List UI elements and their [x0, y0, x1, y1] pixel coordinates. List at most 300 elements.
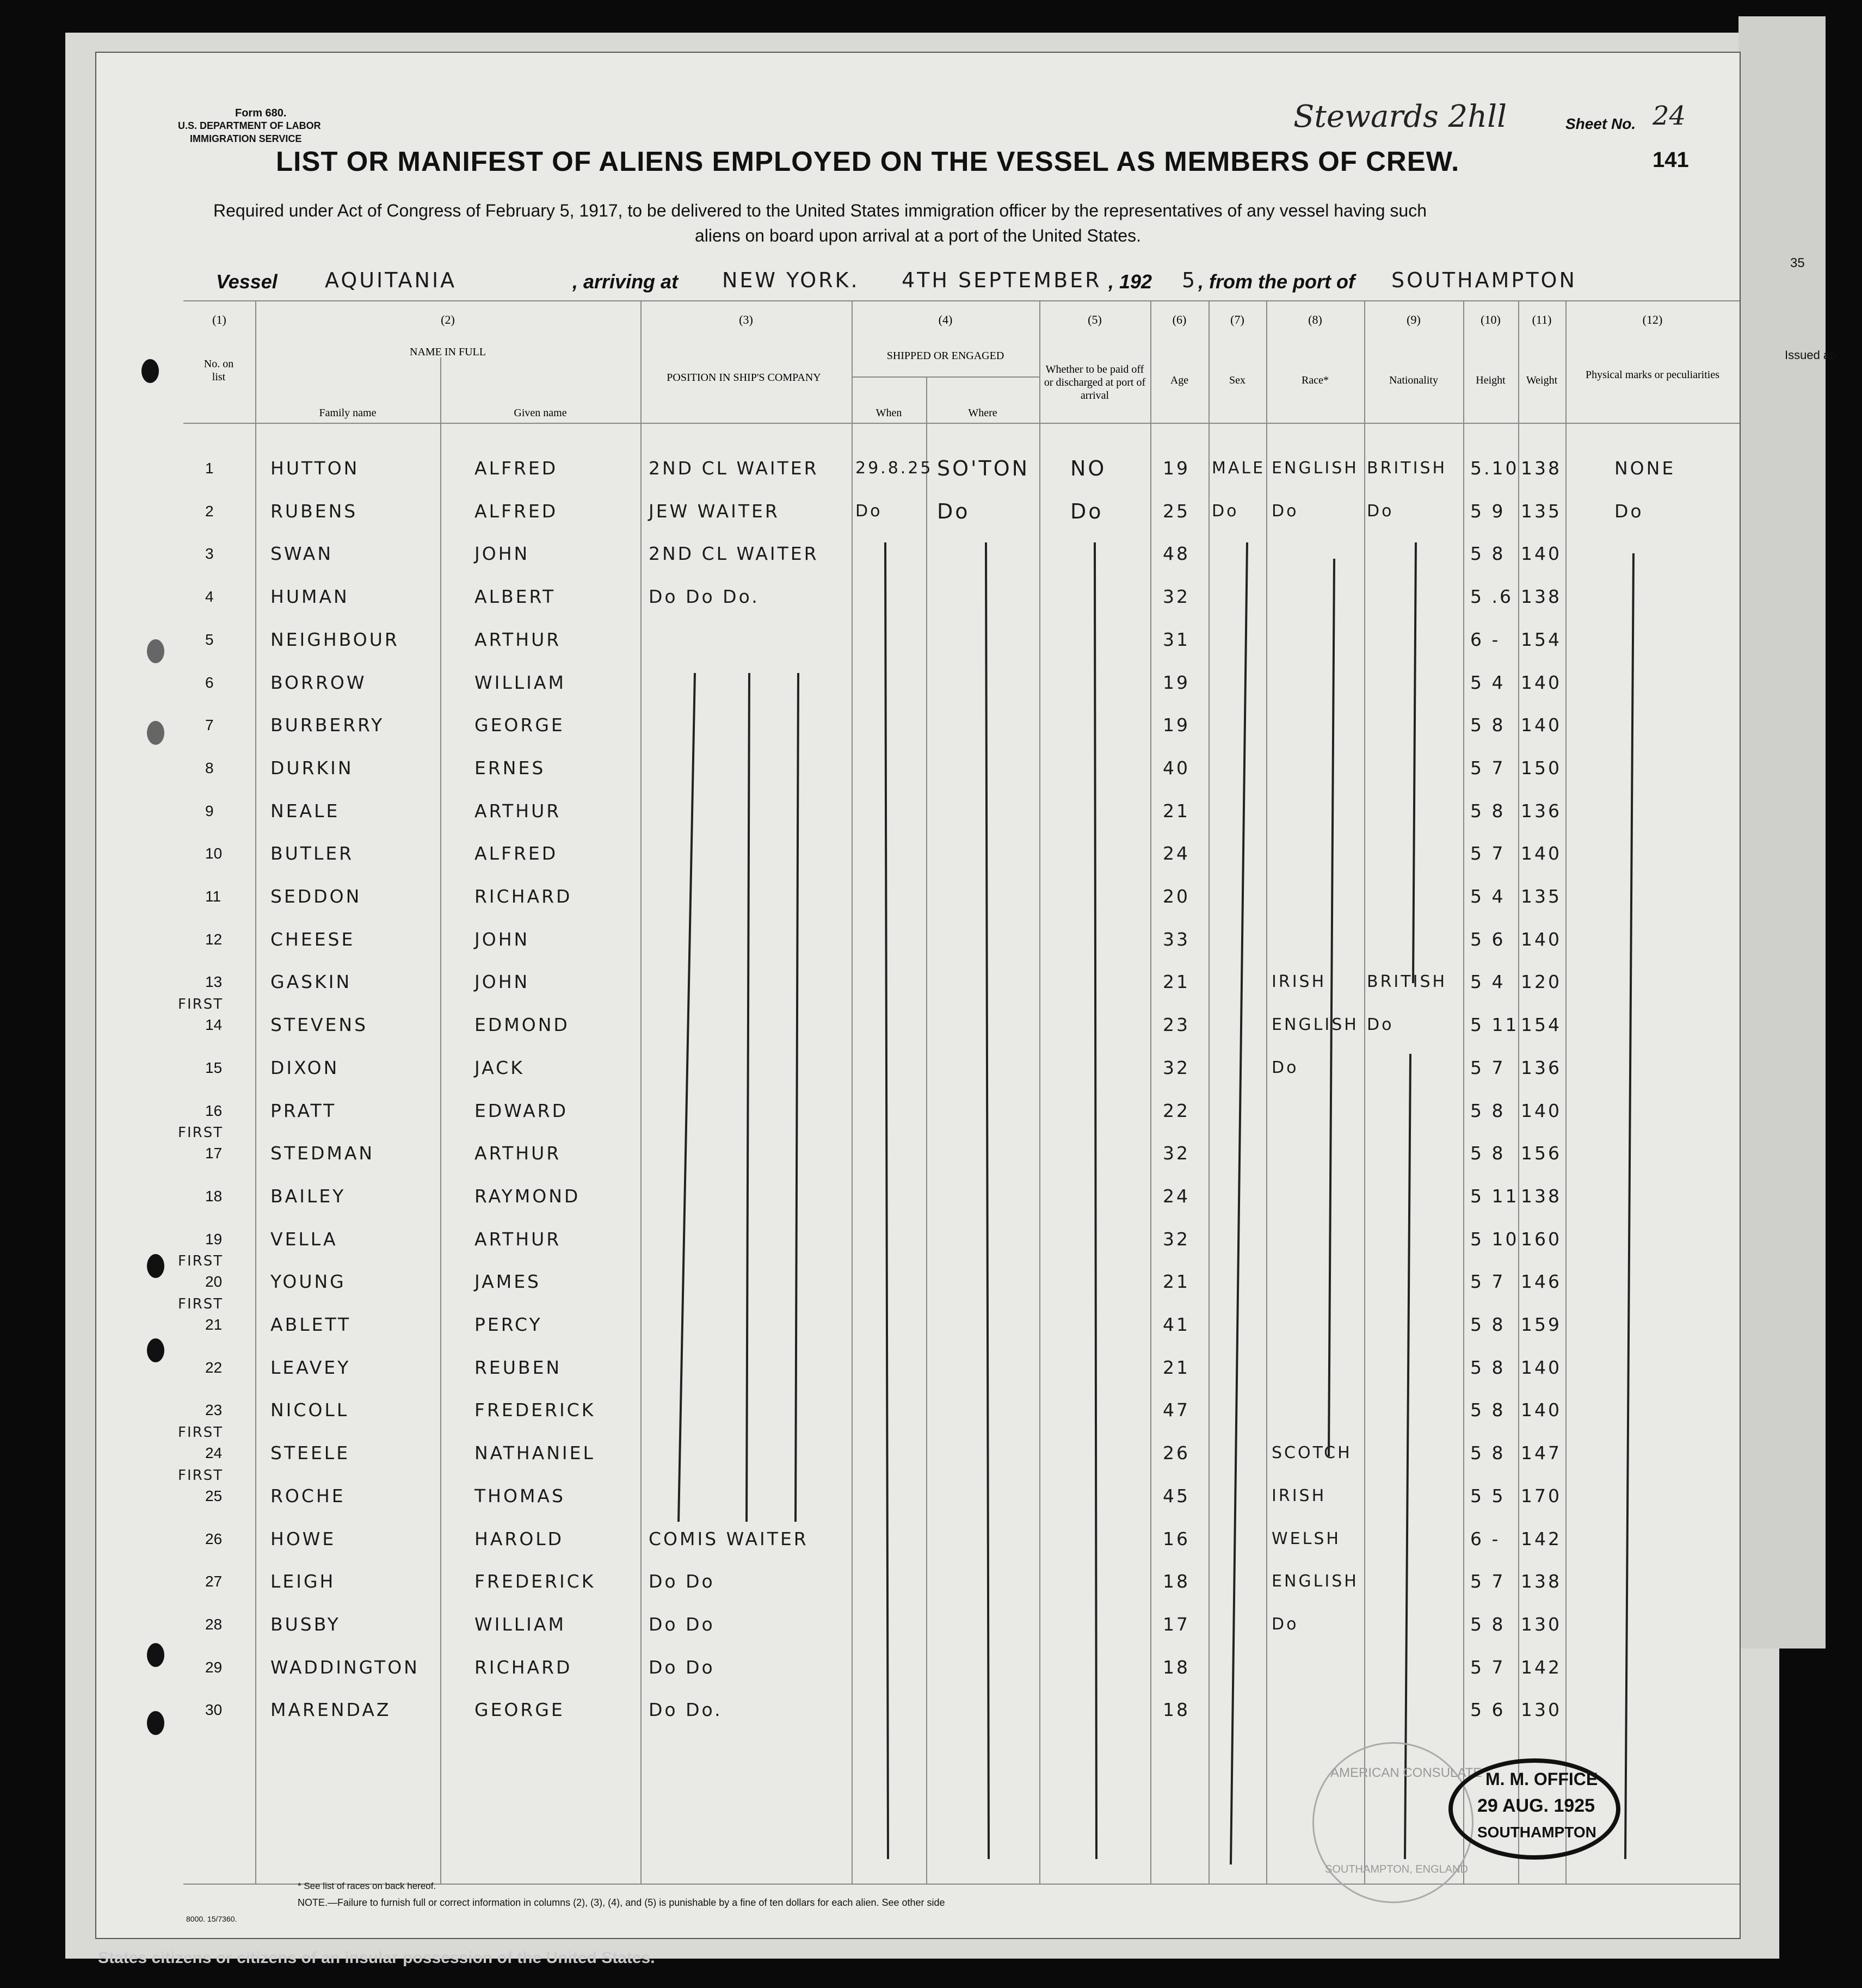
ditto-strokes — [679, 542, 1633, 1864]
cell-row-number: 30 — [205, 1701, 223, 1718]
cell-row-number: 13 — [205, 973, 223, 990]
cell-family-name: NEALE — [270, 800, 340, 822]
cell-family-name: STEDMAN — [270, 1143, 375, 1164]
col-header-family: Family name — [319, 407, 377, 419]
cell-height: 5 .6 — [1470, 586, 1513, 607]
cell-age: 24 — [1163, 843, 1190, 864]
cell-height: 5 8 — [1470, 714, 1506, 736]
cell-given-name: EDMOND — [474, 1014, 570, 1035]
cell-row-number: 1 — [205, 460, 214, 477]
cell-weight: 170 — [1521, 1485, 1562, 1507]
mm-office-place: SOUTHAMPTON — [1477, 1824, 1596, 1841]
cell-age: 22 — [1163, 1100, 1190, 1121]
cell-side-note: FIRST — [178, 996, 224, 1012]
year-suffix: 5 — [1182, 268, 1198, 292]
cell-row-number: 7 — [205, 717, 214, 733]
cell-row-number: 3 — [205, 545, 214, 562]
cell-position: 2ND CL WAITER — [649, 543, 819, 564]
cell-race: IRISH — [1272, 1486, 1327, 1505]
cell-row-number: 14 — [205, 1016, 223, 1033]
cell-age: 18 — [1163, 1699, 1190, 1720]
cell-given-name: ALFRED — [474, 458, 558, 479]
cell-position: COMIS WAITER — [649, 1528, 809, 1549]
cell-row-number: 29 — [205, 1659, 223, 1676]
consulate-stamp-text: AMERICAN CONSULATE — [1330, 1765, 1482, 1780]
cell-physical-marks: NONE — [1614, 458, 1676, 479]
cell-sex: MALE — [1212, 459, 1266, 478]
print-code: 8000. 15/7360. — [186, 1915, 237, 1923]
cell-given-name: GEORGE — [474, 714, 565, 736]
ditto-when — [885, 542, 888, 1859]
col-num-4: (4) — [938, 313, 953, 326]
cell-row-number: 27 — [205, 1573, 223, 1590]
cell-given-name: THOMAS — [474, 1485, 565, 1507]
cell-position: 2ND CL WAITER — [649, 458, 819, 479]
cell-nationality: Do — [1367, 1015, 1394, 1034]
cell-weight: 154 — [1521, 1014, 1562, 1035]
cell-height: 5 8 — [1470, 543, 1506, 564]
cell-family-name: BUSBY — [270, 1614, 341, 1635]
cell-race: Do — [1272, 1615, 1299, 1634]
cell-weight: 140 — [1521, 843, 1562, 864]
cell-row-number: 12 — [205, 931, 223, 948]
penalty-note: NOTE.—Failure to furnish full or correct information in columns (2), (3), (4), and (5) is punishable by a fine of ten dollars for each alien. See other side — [298, 1897, 945, 1908]
cell-weight: 120 — [1521, 971, 1562, 992]
cell-height: 5 7 — [1470, 1571, 1506, 1592]
cell-row-number: 24 — [205, 1444, 223, 1461]
cell-position: Do Do — [649, 1657, 715, 1678]
cell-age: 21 — [1163, 1357, 1190, 1378]
from-port: SOUTHAMPTON — [1391, 268, 1577, 292]
ditto-sex — [1231, 542, 1247, 1864]
cell-shipped-when: Do — [855, 502, 883, 521]
cell-age: 32 — [1163, 1143, 1190, 1164]
ditto-nat-2 — [1405, 1054, 1410, 1859]
ditto-marks — [1625, 553, 1633, 1859]
cell-race: ENGLISH — [1272, 1572, 1359, 1591]
cell-side-note: FIRST — [178, 1296, 224, 1312]
consulate-stamp-place: SOUTHAMPTON, ENGLAND — [1325, 1863, 1468, 1875]
vessel-label: Vessel — [216, 270, 278, 293]
cell-age: 20 — [1163, 886, 1190, 907]
cell-age: 48 — [1163, 543, 1190, 564]
cell-given-name: ALBERT — [474, 586, 556, 607]
cell-family-name: ROCHE — [270, 1485, 346, 1507]
cell-age: 19 — [1163, 672, 1190, 693]
cell-row-number: 18 — [205, 1188, 223, 1205]
cell-given-name: JOHN — [474, 929, 530, 950]
cell-given-name: ARTHUR — [474, 629, 562, 650]
cell-shipped-where: Do — [937, 499, 970, 523]
col-num-10: (10) — [1481, 313, 1501, 326]
cell-age: 21 — [1163, 971, 1190, 992]
cell-height: 5 7 — [1470, 1657, 1506, 1678]
cell-race: ENGLISH — [1272, 459, 1359, 478]
margin-issued-text: Issued at- — [1785, 348, 1838, 362]
cell-family-name: STEELE — [270, 1442, 350, 1464]
subtitle-line-1: Required under Act of Congress of February 5, 1917, to be delivered to the United States immigration officer by the representatives of any vessel having such — [213, 201, 1427, 220]
cell-given-name: NATHANIEL — [474, 1442, 595, 1464]
ditto-paid — [1095, 542, 1096, 1859]
cell-given-name: WILLIAM — [474, 672, 566, 693]
cell-row-number: 23 — [205, 1402, 223, 1418]
col-header-position: POSITION IN SHIP'S COMPANY — [667, 372, 821, 384]
col-header-sex: Sex — [1229, 374, 1246, 386]
cell-family-name: HUTTON — [270, 458, 360, 479]
cell-weight: 142 — [1521, 1528, 1562, 1549]
cell-age: 18 — [1163, 1571, 1190, 1592]
cell-row-number: 20 — [205, 1273, 223, 1290]
stewards-handwriting: Stewards 2hll — [1293, 99, 1507, 134]
cell-family-name: SEDDON — [270, 886, 362, 907]
from-label: , from the port of — [1198, 270, 1355, 293]
cell-height: 5 8 — [1470, 1614, 1506, 1635]
cell-weight: 140 — [1521, 714, 1562, 736]
cell-weight: 135 — [1521, 501, 1562, 522]
cell-row-number: 11 — [205, 888, 221, 905]
col-header-race: Race* — [1302, 374, 1329, 386]
mm-office-date: 29 AUG. 1925 — [1477, 1795, 1595, 1816]
cell-given-name: ALFRED — [474, 843, 558, 864]
cell-weight: 140 — [1521, 1357, 1562, 1378]
cell-family-name: STEVENS — [270, 1014, 368, 1035]
cell-given-name: EDWARD — [474, 1100, 569, 1121]
col-num-5: (5) — [1088, 313, 1102, 326]
cell-height: 5 8 — [1470, 800, 1506, 822]
col-header-given: Given name — [514, 407, 567, 419]
cell-family-name: BAILEY — [270, 1186, 346, 1207]
col-num-9: (9) — [1407, 313, 1421, 326]
cell-family-name: BUTLER — [270, 843, 354, 864]
cell-race: Do — [1272, 1058, 1299, 1077]
cell-position: JEW WAITER — [649, 501, 780, 522]
cell-position: Do Do — [649, 1571, 715, 1592]
cell-weight: 135 — [1521, 886, 1562, 907]
cell-weight: 159 — [1521, 1314, 1562, 1335]
col-header-paid-off: Whether to be paid off or discharged at port of arrival — [1044, 363, 1146, 402]
cell-height: 5 11 — [1470, 1014, 1519, 1035]
cell-weight: 140 — [1521, 543, 1562, 564]
races-footnote: * See list of races on back hereof. — [298, 1881, 436, 1891]
cell-row-number: 10 — [205, 845, 223, 862]
cell-weight: 130 — [1521, 1699, 1562, 1720]
cell-height: 5 8 — [1470, 1357, 1506, 1378]
cell-row-number: 25 — [205, 1487, 223, 1504]
cell-weight: 142 — [1521, 1657, 1562, 1678]
cell-family-name: RUBENS — [270, 501, 358, 522]
binder-hole — [147, 1643, 164, 1667]
cell-row-number: 26 — [205, 1530, 223, 1547]
cell-height: 5 7 — [1470, 1057, 1506, 1078]
cell-weight: 136 — [1521, 1057, 1562, 1078]
col-header-where: Where — [968, 407, 997, 419]
cell-weight: 138 — [1521, 1571, 1562, 1592]
cell-weight: 140 — [1521, 929, 1562, 950]
arrival-date: 4TH SEPTEMBER — [902, 268, 1102, 292]
cell-age: 47 — [1163, 1399, 1190, 1421]
cell-height: 5 4 — [1470, 886, 1506, 907]
cell-family-name: MARENDAZ — [270, 1699, 391, 1720]
cell-given-name: JAMES — [474, 1271, 541, 1292]
cell-family-name: HUMAN — [270, 586, 349, 607]
cell-age: 45 — [1163, 1485, 1190, 1507]
binder-hole — [147, 721, 164, 745]
ditto-pos-2 — [747, 673, 749, 1522]
page-number: 141 — [1653, 148, 1689, 172]
form-number: Form 680. — [235, 107, 287, 119]
cell-family-name: DURKIN — [270, 757, 354, 779]
cell-age: 40 — [1163, 757, 1190, 779]
cell-age: 19 — [1163, 714, 1190, 736]
cell-family-name: HOWE — [270, 1528, 336, 1549]
cell-weight: 138 — [1521, 586, 1562, 607]
cell-family-name: ABLETT — [270, 1314, 352, 1335]
cell-weight: 138 — [1521, 458, 1562, 479]
form-service: IMMIGRATION SERVICE — [190, 133, 302, 144]
cell-height: 6 - — [1470, 629, 1501, 650]
cell-given-name: ERNES — [474, 757, 546, 779]
vessel-name: AQUITANIA — [325, 268, 457, 292]
cell-family-name: BURBERRY — [270, 714, 385, 736]
cell-height: 5 4 — [1470, 672, 1506, 693]
cell-family-name: LEAVEY — [270, 1357, 351, 1378]
cell-family-name: DIXON — [270, 1057, 340, 1078]
cell-nationality: BRITISH — [1367, 972, 1447, 991]
cell-weight: 130 — [1521, 1614, 1562, 1635]
cell-sex: Do — [1212, 502, 1239, 521]
cell-nationality: BRITISH — [1367, 459, 1447, 478]
col-header-age: Age — [1170, 374, 1189, 386]
cell-side-note: FIRST — [178, 1253, 224, 1269]
cell-race: ENGLISH — [1272, 1015, 1359, 1034]
col-num-7: (7) — [1230, 313, 1244, 326]
cell-given-name: REUBEN — [474, 1357, 562, 1378]
cell-side-note: FIRST — [178, 1424, 224, 1441]
cell-height: 5.10 — [1470, 458, 1519, 479]
cell-given-name: RICHARD — [474, 886, 572, 907]
cell-weight: 136 — [1521, 800, 1562, 822]
cell-weight: 140 — [1521, 1399, 1562, 1421]
sheet-number: 24 — [1653, 101, 1686, 131]
col-header-height: Height — [1476, 374, 1506, 386]
cell-given-name: JOHN — [474, 971, 530, 992]
cell-row-number: 22 — [205, 1359, 223, 1376]
cell-family-name: BORROW — [270, 672, 367, 693]
col-header-marks: Physical marks or peculiarities — [1585, 369, 1720, 381]
cell-row-number: 15 — [205, 1059, 223, 1076]
cell-weight: 140 — [1521, 672, 1562, 693]
col-num-11: (11) — [1532, 313, 1552, 326]
cell-given-name: JOHN — [474, 543, 530, 564]
cell-age: 21 — [1163, 800, 1190, 822]
col-header-nationality: Nationality — [1389, 374, 1438, 386]
cell-row-number: 6 — [205, 674, 214, 691]
cell-weight: 138 — [1521, 1186, 1562, 1207]
mm-office-stamp — [1448, 1758, 1620, 1860]
col-num-12: (12) — [1642, 313, 1663, 326]
cell-side-note: FIRST — [178, 1125, 224, 1141]
subtitle-line-2: aliens on board upon arrival at a port of the United States. — [695, 226, 1142, 245]
cell-height: 6 - — [1470, 1528, 1501, 1549]
cell-position: Do Do. — [649, 1699, 723, 1720]
cell-age: 18 — [1163, 1657, 1190, 1678]
col-header-no: No. on list — [204, 358, 234, 383]
cell-height: 5 8 — [1470, 1143, 1506, 1164]
cell-weight: 154 — [1521, 629, 1562, 650]
cell-given-name: ALFRED — [474, 501, 558, 522]
cell-given-name: HAROLD — [474, 1528, 564, 1549]
cell-given-name: ARTHUR — [474, 1143, 562, 1164]
cell-given-name: FREDERICK — [474, 1571, 596, 1592]
cell-shipped-where: SO'TON — [937, 456, 1030, 480]
cell-height: 5 5 — [1470, 1485, 1506, 1507]
col-num-8: (8) — [1308, 313, 1322, 326]
next-page-edge — [1738, 16, 1838, 1649]
cell-row-number: 16 — [205, 1102, 223, 1119]
cell-age: 31 — [1163, 629, 1190, 650]
cell-row-number: 8 — [205, 760, 214, 776]
col-num-6: (6) — [1172, 313, 1187, 326]
cell-height: 5 7 — [1470, 843, 1506, 864]
bottom-strip-text: States citizens or citizens of an insular possession of the United States. — [98, 1949, 655, 1967]
cell-family-name: WADDINGTON — [270, 1657, 420, 1678]
cell-given-name: GEORGE — [474, 1699, 565, 1720]
cell-race: WELSH — [1272, 1529, 1341, 1548]
col-header-shipped: SHIPPED OR ENGAGED — [886, 350, 1004, 362]
cell-height: 5 8 — [1470, 1314, 1506, 1335]
cell-height: 5 8 — [1470, 1442, 1506, 1464]
cell-given-name: JACK — [474, 1057, 525, 1078]
cell-age: 32 — [1163, 586, 1190, 607]
col-num-2: (2) — [441, 313, 455, 326]
cell-race: IRISH — [1272, 972, 1327, 991]
cell-family-name: SWAN — [270, 543, 334, 564]
cell-given-name: RICHARD — [474, 1657, 572, 1678]
cell-age: 17 — [1163, 1614, 1190, 1635]
cell-given-name: ARTHUR — [474, 1228, 562, 1250]
cell-height: 5 7 — [1470, 1271, 1506, 1292]
cell-age: 26 — [1163, 1442, 1190, 1464]
cell-family-name: NEIGHBOUR — [270, 629, 399, 650]
consulate-stamp — [1312, 1742, 1482, 1903]
mm-office-title: M. M. OFFICE — [1485, 1769, 1598, 1789]
cell-given-name: PERCY — [474, 1314, 542, 1335]
binder-hole — [147, 1254, 164, 1278]
sheet-label: Sheet No. — [1565, 115, 1636, 132]
cell-height: 5 6 — [1470, 1699, 1506, 1720]
cell-row-number: 28 — [205, 1616, 223, 1633]
cell-row-number: 9 — [205, 802, 214, 819]
cell-family-name: PRATT — [270, 1100, 337, 1121]
cell-row-number: 5 — [205, 631, 214, 648]
col-num-3: (3) — [739, 313, 753, 326]
ditto-where — [986, 542, 989, 1859]
arriving-label: , arriving at — [572, 270, 679, 293]
cell-height: 5 4 — [1470, 971, 1506, 992]
cell-height: 5 8 — [1470, 1100, 1506, 1121]
ditto-nat — [1413, 542, 1416, 983]
cell-given-name: RAYMOND — [474, 1186, 581, 1207]
cell-weight: 160 — [1521, 1228, 1562, 1250]
arrival-port: NEW YORK. — [722, 268, 860, 292]
cell-physical-marks: Do — [1614, 501, 1644, 522]
cell-family-name: LEIGH — [270, 1571, 336, 1592]
year-prefix: , 192 — [1108, 270, 1152, 293]
cell-race: Do — [1272, 502, 1299, 521]
cell-row-number: 2 — [205, 503, 214, 520]
cell-age: 33 — [1163, 929, 1190, 950]
cell-height: 5 11 — [1470, 1186, 1519, 1207]
cell-row-number: 19 — [205, 1231, 223, 1248]
cell-row-number: 17 — [205, 1145, 223, 1162]
cell-age: 32 — [1163, 1057, 1190, 1078]
cell-given-name: ARTHUR — [474, 800, 562, 822]
binder-hole — [147, 1711, 164, 1735]
cell-paid-off: Do — [1070, 499, 1103, 523]
cell-position: Do Do — [649, 1614, 715, 1635]
cell-nationality: Do — [1367, 502, 1394, 521]
binder-hole — [147, 639, 164, 663]
manifest-title: LIST OR MANIFEST OF ALIENS EMPLOYED ON THE VESSEL AS MEMBERS OF CREW. — [276, 146, 1460, 177]
cell-row-number: 21 — [205, 1316, 223, 1333]
cell-height: 5 7 — [1470, 757, 1506, 779]
col-header-name: NAME IN FULL — [410, 346, 486, 358]
cell-family-name: CHEESE — [270, 929, 355, 950]
cell-height: 5 9 — [1470, 501, 1506, 522]
cell-height: 5 8 — [1470, 1399, 1506, 1421]
cell-age: 24 — [1163, 1186, 1190, 1207]
cell-weight: 156 — [1521, 1143, 1562, 1164]
cell-age: 21 — [1163, 1271, 1190, 1292]
cell-age: 25 — [1163, 501, 1190, 522]
ditto-pos-1 — [679, 673, 695, 1522]
cell-height: 5 10 — [1470, 1228, 1519, 1250]
form-department: U.S. DEPARTMENT OF LABOR — [178, 120, 321, 131]
ditto-lines — [96, 53, 1740, 1938]
cell-side-note: FIRST — [178, 1467, 224, 1484]
col-header-when: When — [875, 407, 902, 419]
ditto-pos-3 — [796, 673, 798, 1522]
cell-age: 32 — [1163, 1228, 1190, 1250]
cell-age: 16 — [1163, 1528, 1190, 1549]
binder-hole — [147, 1338, 164, 1362]
cell-family-name: VELLA — [270, 1228, 338, 1250]
binder-hole — [141, 359, 159, 383]
margin-number: 35 — [1790, 256, 1805, 270]
cell-given-name: WILLIAM — [474, 1614, 566, 1635]
cell-family-name: NICOLL — [270, 1399, 349, 1421]
cell-weight: 140 — [1521, 1100, 1562, 1121]
cell-race: SCOTCH — [1272, 1443, 1352, 1462]
cell-family-name: YOUNG — [270, 1271, 346, 1292]
cell-weight: 146 — [1521, 1271, 1562, 1292]
cell-paid-off: NO — [1070, 456, 1107, 480]
manifest-sheet — [95, 52, 1741, 1939]
col-header-weight: Weight — [1526, 374, 1558, 386]
cell-weight: 147 — [1521, 1442, 1562, 1464]
cell-shipped-when: 29.8.25 — [855, 459, 933, 478]
cell-age: 19 — [1163, 458, 1190, 479]
col-num-1: (1) — [212, 313, 226, 326]
cell-family-name: GASKIN — [270, 971, 352, 992]
cell-age: 23 — [1163, 1014, 1190, 1035]
cell-row-number: 4 — [205, 588, 214, 605]
cell-given-name: FREDERICK — [474, 1399, 596, 1421]
cell-height: 5 6 — [1470, 929, 1506, 950]
ditto-race — [1329, 559, 1334, 1456]
cell-weight: 150 — [1521, 757, 1562, 779]
cell-position: Do Do Do. — [649, 586, 760, 607]
